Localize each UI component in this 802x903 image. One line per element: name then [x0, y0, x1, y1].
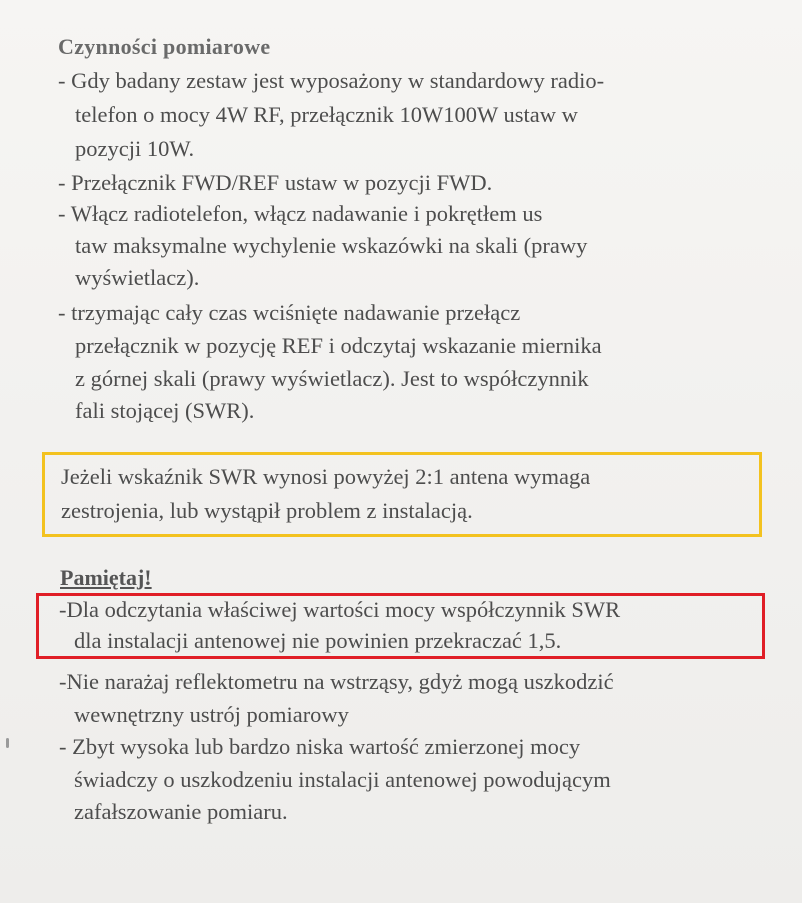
step-2-line-1: - Przełącznik FWD/REF ustaw w pozycji FWD. — [58, 170, 493, 195]
step-3-line-3: wyświetlacz). — [75, 265, 200, 290]
swr-note-line-2: zestrojenia, lub wystąpił problem z instalacją. — [61, 498, 473, 523]
remember-item-3-line-1: - Zbyt wysoka lub bardzo niska wartość zmierzonej mocy — [59, 734, 581, 759]
remember-item-1-line-2: dla instalacji antenowej nie powinien przekraczać 1,5. — [74, 628, 562, 653]
step-1-line-2: telefon o mocy 4W RF, przełącznik 10W100W ustaw w — [75, 102, 578, 127]
step-3-line-2: taw maksymalne wychylenie wskazówki na skali (prawy — [75, 233, 588, 258]
remember-item-3-line-3: zafałszowanie pomiaru. — [74, 799, 288, 824]
remember-heading: Pamiętaj! — [60, 565, 152, 590]
step-1-line-1: - Gdy badany zestaw jest wyposażony w standardowy radio- — [58, 68, 605, 93]
step-1-line-3: pozycji 10W. — [75, 136, 195, 161]
section-heading: Czynności pomiarowe — [58, 34, 271, 59]
remember-item-1-line-1: -Dla odczytania właściwej wartości mocy współczynnik SWR — [59, 597, 621, 622]
scan-speck — [6, 738, 9, 748]
step-4-line-2: przełącznik w pozycję REF i odczytaj wskazanie miernika — [75, 333, 602, 358]
swr-note-line-1: Jeżeli wskaźnik SWR wynosi powyżej 2:1 antena wymaga — [61, 464, 591, 489]
remember-item-2-line-2: wewnętrzny ustrój pomiarowy — [74, 702, 349, 727]
step-4-line-3: z górnej skali (prawy wyświetlacz). Jest to współczynnik — [75, 366, 589, 391]
step-3-line-1: - Włącz radiotelefon, włącz nadawanie i pokrętłem us — [58, 201, 543, 226]
remember-item-2-line-1: -Nie narażaj reflektometru na wstrząsy, gdyż mogą uszkodzić — [59, 669, 614, 694]
step-4-line-4: fali stojącej (SWR). — [75, 398, 255, 423]
remember-item-3-line-2: świadczy o uszkodzeniu instalacji antenowej powodującym — [74, 767, 611, 792]
step-4-line-1: - trzymając cały czas wciśnięte nadawanie przełącz — [58, 300, 521, 325]
